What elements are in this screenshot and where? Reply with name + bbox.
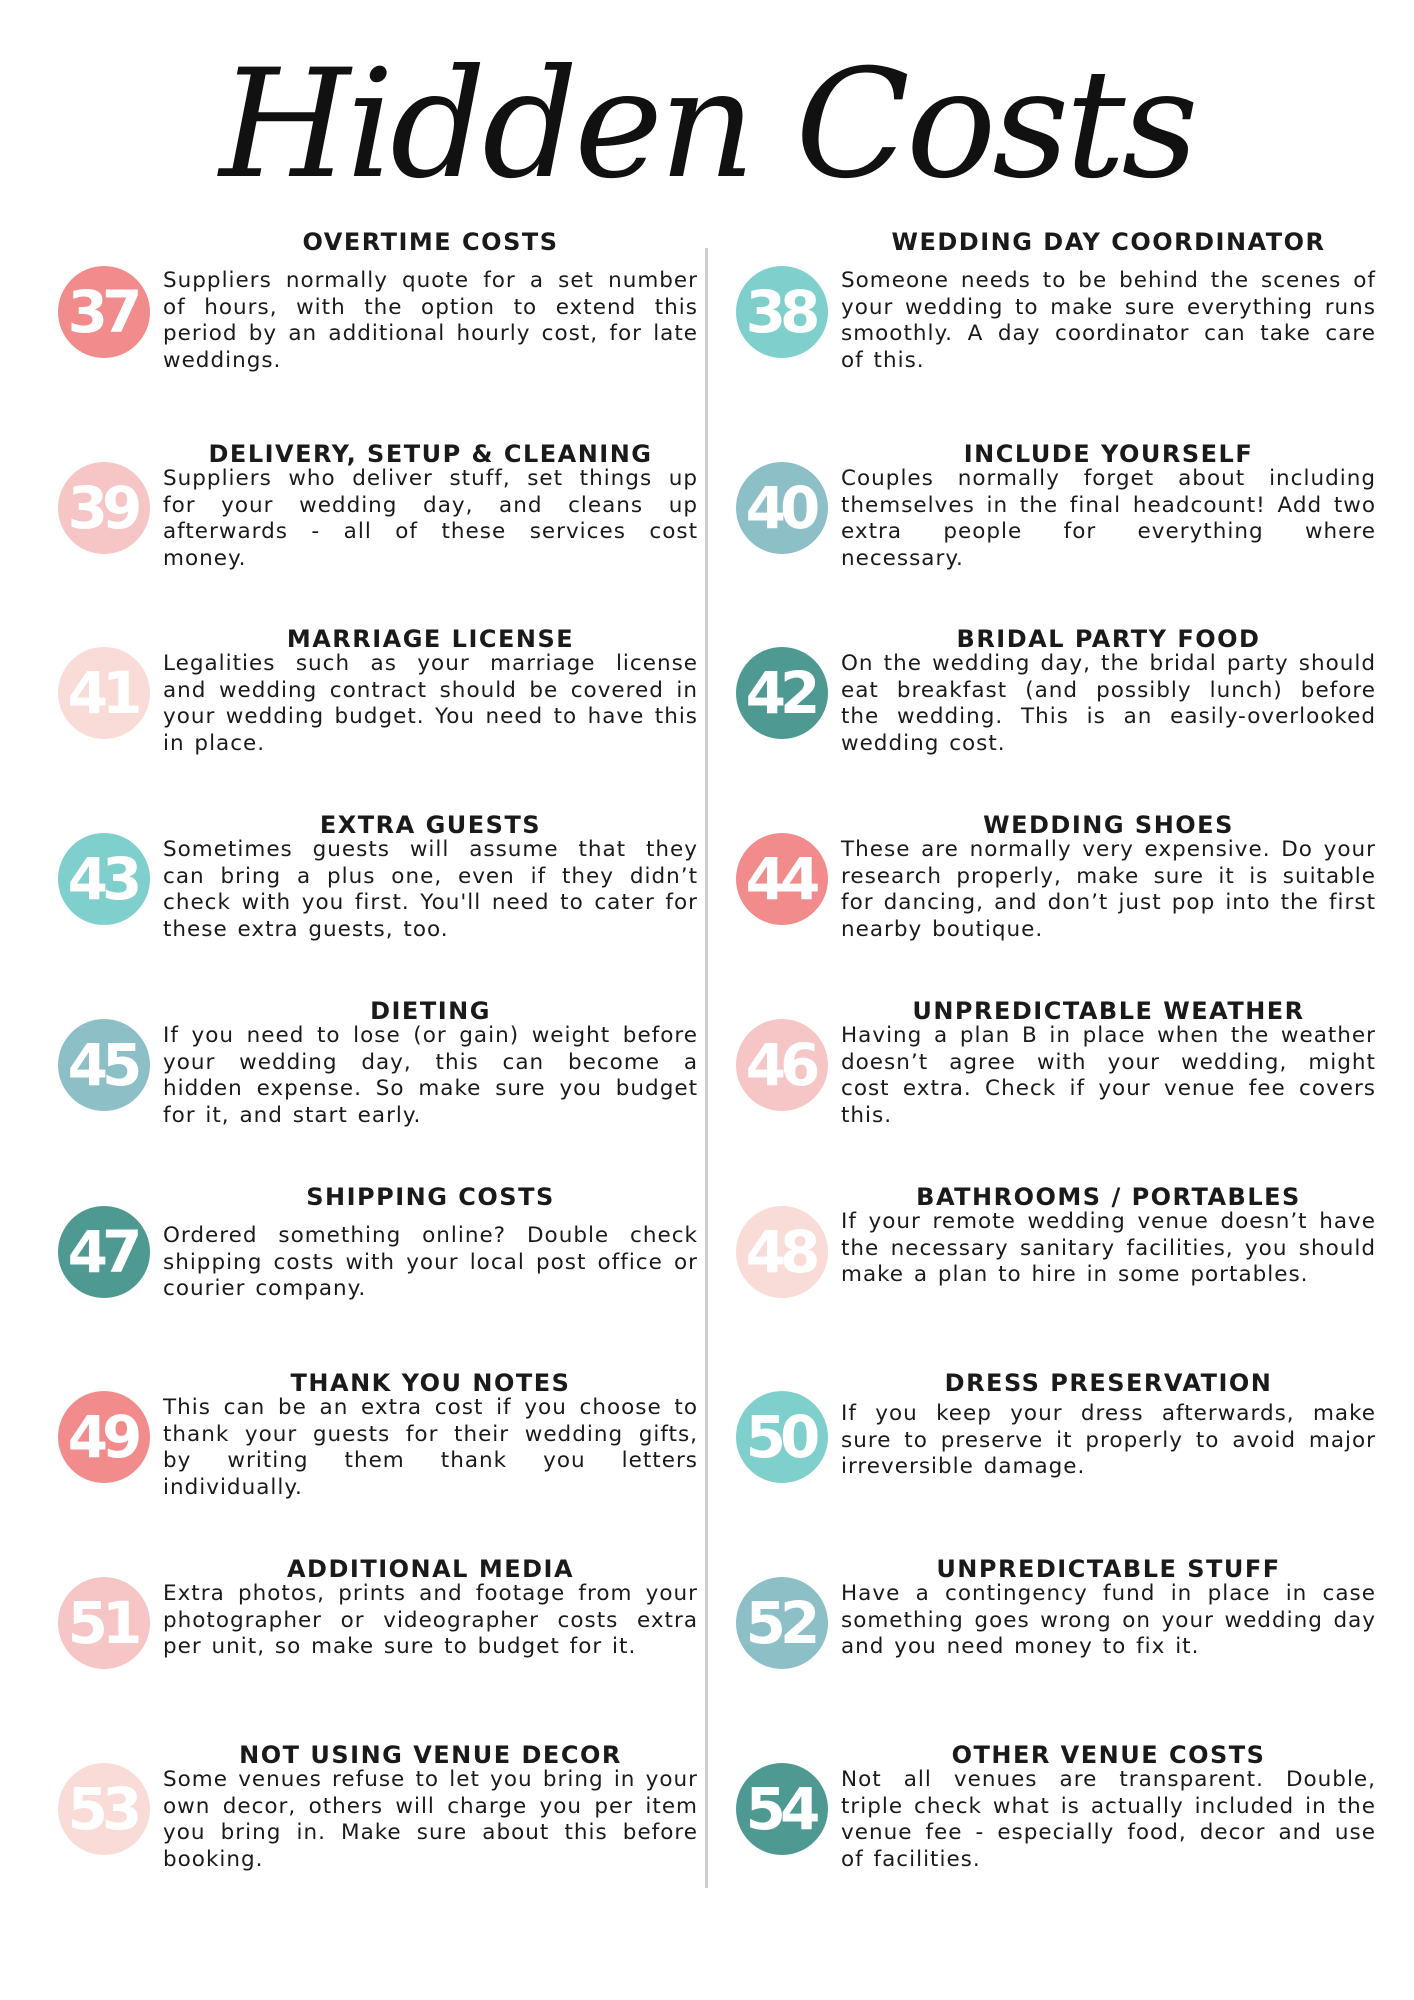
- cost-title: OTHER VENUE COSTS: [951, 1741, 1266, 1769]
- cost-title: WEDDING DAY COORDINATOR: [891, 228, 1326, 256]
- cost-description: If your remote wedding venue doesn’t have the necessary sanitary facilities, you should make a plan to hire in some portables.: [841, 1209, 1376, 1287]
- number-badge: 43: [58, 833, 150, 925]
- cost-item: [736, 440, 1376, 615]
- number-badge: 37: [58, 266, 150, 358]
- number-badge: 38: [736, 266, 828, 358]
- column-divider: [705, 248, 708, 1888]
- number-badge: 47: [58, 1206, 150, 1298]
- number-badge: 45: [58, 1019, 150, 1111]
- cost-title: INCLUDE YOURSELF: [963, 440, 1254, 468]
- cost-description: Ordered something online? Double check shipping costs with your local post office or courier company.: [163, 1223, 698, 1301]
- cost-title: DIETING: [370, 997, 491, 1025]
- cost-description: Having a plan B in place when the weather doesn’t agree with your wedding, might cost extra. Check if your venue fee covers this.: [841, 1023, 1376, 1128]
- cost-description: Not all venues are transparent. Double, triple check what is actually included in the venue fee - especially food, decor and use of facilities.: [841, 1767, 1376, 1872]
- number-badge: 48: [736, 1206, 828, 1298]
- cost-description: Have a contingency fund in place in case something goes wrong on your wedding day and you need money to fix it.: [841, 1581, 1376, 1659]
- cost-description: Suppliers who deliver stuff, set things up for your wedding day, and cleans up afterwards - all of these services cost money.: [163, 466, 698, 571]
- cost-title: THANK YOU NOTES: [290, 1369, 571, 1397]
- number-badge: 54: [736, 1763, 828, 1855]
- cost-title: BATHROOMS / PORTABLES: [916, 1183, 1301, 1211]
- cost-title: UNPREDICTABLE WEATHER: [912, 997, 1305, 1025]
- cost-description: These are normally very expensive. Do your research properly, make sure it is suitable for dancing, and don’t just pop into the first nearby boutique.: [841, 837, 1376, 942]
- cost-item: [58, 1369, 698, 1544]
- page-title-text: Hidden Costs: [219, 38, 1195, 212]
- cost-title: OVERTIME COSTS: [302, 228, 559, 256]
- number-badge: 39: [58, 462, 150, 554]
- cost-description: Couples normally forget about including themselves in the final headcount! Add two extra people for everything where necessary.: [841, 466, 1376, 571]
- number-badge: 40: [736, 462, 828, 554]
- cost-item: [58, 811, 698, 986]
- number-badge: 53: [58, 1763, 150, 1855]
- cost-title: DELIVERY, SETUP & CLEANING: [208, 440, 653, 468]
- cost-title: MARRIAGE LICENSE: [286, 625, 575, 653]
- cost-item: [736, 997, 1376, 1172]
- cost-description: If you need to lose (or gain) weight before your wedding day, this can become a hidden expense. So make sure you budget for it, and start early.: [163, 1023, 698, 1128]
- cost-title: SHIPPING COSTS: [306, 1183, 555, 1211]
- page-title: [0, 6, 1414, 226]
- cost-title: DRESS PRESERVATION: [944, 1369, 1273, 1397]
- cost-item: [58, 1555, 698, 1730]
- cost-item: [58, 1741, 698, 1916]
- cost-description: Suppliers normally quote for a set number of hours, with the option to extend this period by an additional hourly cost, for late weddings.: [163, 268, 698, 373]
- cost-title: BRIDAL PARTY FOOD: [956, 625, 1261, 653]
- number-badge: 50: [736, 1391, 828, 1483]
- cost-title: ADDITIONAL MEDIA: [286, 1555, 575, 1583]
- cost-description: This can be an extra cost if you choose to thank your guests for their wedding gifts, by writing them thank you letters individually.: [163, 1395, 698, 1500]
- cost-description: Extra photos, prints and footage from your photographer or videographer costs extra per unit, so make sure to budget for it.: [163, 1581, 698, 1659]
- cost-item: [58, 1183, 698, 1358]
- cost-item: [736, 1741, 1376, 1916]
- cost-item: [58, 228, 698, 403]
- cost-item: [736, 228, 1376, 403]
- cost-description: If you keep your dress afterwards, make sure to preserve it properly to avoid major irreversible damage.: [841, 1401, 1376, 1479]
- cost-title: EXTRA GUESTS: [319, 811, 542, 839]
- cost-description: Some venues refuse to let you bring in your own decor, others will charge you per item you bring in. Make sure about this before booking.: [163, 1767, 698, 1872]
- cost-description: On the wedding day, the bridal party should eat breakfast (and possibly lunch) before the wedding. This is an easily-overlooked wedding cost.: [841, 651, 1376, 756]
- cost-description: Someone needs to be behind the scenes of your wedding to make sure everything runs smoothly. A day coordinator can take care of this.: [841, 268, 1376, 373]
- number-badge: 44: [736, 833, 828, 925]
- number-badge: 49: [58, 1391, 150, 1483]
- cost-title: NOT USING VENUE DECOR: [239, 1741, 622, 1769]
- number-badge: 51: [58, 1577, 150, 1669]
- number-badge: 46: [736, 1019, 828, 1111]
- number-badge: 42: [736, 647, 828, 739]
- cost-title: WEDDING SHOES: [983, 811, 1234, 839]
- cost-description: Sometimes guests will assume that they can bring a plus one, even if they didn’t check with you first. You'll need to cater for these extra guests, too.: [163, 837, 698, 942]
- number-badge: 41: [58, 647, 150, 739]
- cost-item: [736, 1183, 1376, 1358]
- cost-item: [736, 625, 1376, 800]
- number-badge: 52: [736, 1577, 828, 1669]
- cost-item: [736, 811, 1376, 986]
- cost-item: [736, 1369, 1376, 1544]
- cost-item: [58, 440, 698, 615]
- cost-item: [58, 625, 698, 800]
- cost-description: Legalities such as your marriage license and wedding contract should be covered in your wedding budget. You need to have this in place.: [163, 651, 698, 756]
- cost-title: UNPREDICTABLE STUFF: [936, 1555, 1281, 1583]
- cost-item: [736, 1555, 1376, 1730]
- cost-item: [58, 997, 698, 1172]
